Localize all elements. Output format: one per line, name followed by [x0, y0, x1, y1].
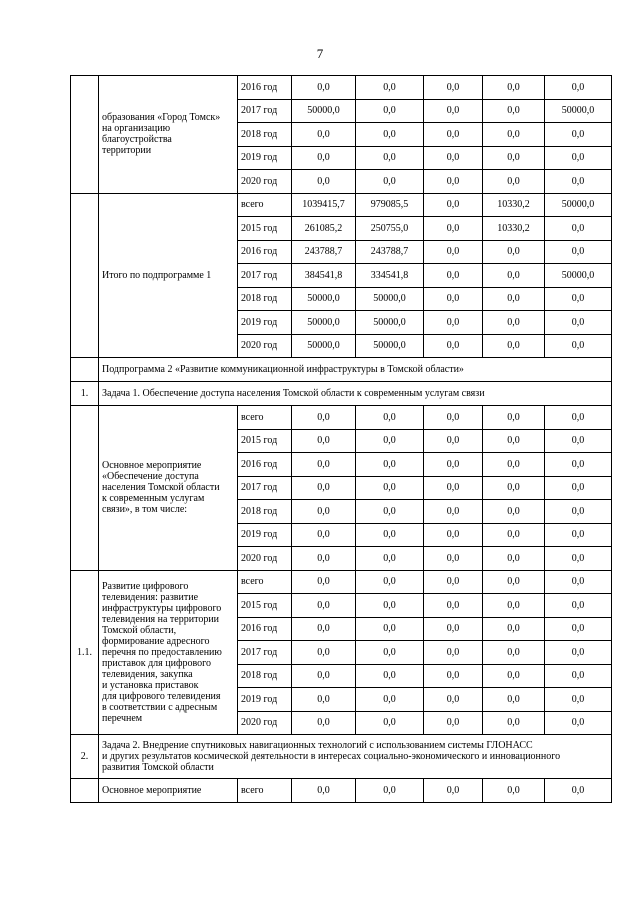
period-cell: 2016 год: [238, 453, 292, 477]
section-heading: [99, 735, 612, 779]
amount-cell: 0,0: [483, 547, 545, 571]
table-row: [71, 193, 612, 217]
row-number: [71, 358, 99, 382]
amount-cell: 0,0: [356, 406, 424, 430]
amount-cell: 0,0: [292, 641, 356, 665]
amount-cell: 50000,0: [545, 99, 612, 123]
row-number: 1.: [71, 382, 99, 406]
period-cell: 2016 год: [238, 76, 292, 100]
period-cell: всего: [238, 779, 292, 803]
amount-cell: 0,0: [424, 287, 483, 311]
amount-cell: 250755,0: [356, 217, 424, 241]
period-cell: 2019 год: [238, 523, 292, 547]
table-row: [71, 570, 612, 594]
section-heading: [99, 358, 612, 382]
amount-cell: 0,0: [545, 334, 612, 358]
period-cell: 2018 год: [238, 123, 292, 147]
amount-cell: 0,0: [483, 429, 545, 453]
section-heading-row: [71, 735, 612, 779]
amount-cell: 0,0: [292, 711, 356, 735]
amount-cell: 0,0: [424, 570, 483, 594]
amount-cell: 0,0: [483, 779, 545, 803]
amount-cell: 334541,8: [356, 264, 424, 288]
period-cell: 2016 год: [238, 240, 292, 264]
period-cell: 2017 год: [238, 641, 292, 665]
amount-cell: 10330,2: [483, 217, 545, 241]
amount-cell: 50000,0: [545, 264, 612, 288]
amount-cell: 0,0: [545, 617, 612, 641]
amount-cell: 0,0: [424, 500, 483, 524]
amount-cell: 0,0: [424, 406, 483, 430]
amount-cell: 0,0: [424, 664, 483, 688]
amount-cell: 0,0: [545, 594, 612, 618]
amount-cell: 0,0: [424, 123, 483, 147]
amount-cell: 0,0: [483, 287, 545, 311]
period-cell: всего: [238, 406, 292, 430]
page-number: 7: [316, 46, 324, 61]
period-cell: 2020 год: [238, 547, 292, 571]
amount-cell: 0,0: [483, 523, 545, 547]
section-heading-text: Задача 1. Обеспечение доступа населения Томской области к современным услугам связи: [102, 388, 485, 399]
amount-cell: 0,0: [356, 711, 424, 735]
period-cell: 2017 год: [238, 476, 292, 500]
amount-cell: 0,0: [545, 287, 612, 311]
amount-cell: 0,0: [424, 453, 483, 477]
row-number: [71, 406, 99, 571]
period-cell: 2020 год: [238, 170, 292, 194]
row-number: 1.1.: [71, 570, 99, 735]
amount-cell: 0,0: [483, 76, 545, 100]
activity-name: [99, 406, 238, 571]
amount-cell: 0,0: [545, 406, 612, 430]
amount-cell: 0,0: [292, 76, 356, 100]
amount-cell: 0,0: [356, 594, 424, 618]
amount-cell: 0,0: [483, 334, 545, 358]
amount-cell: 50000,0: [356, 334, 424, 358]
amount-cell: 0,0: [292, 453, 356, 477]
amount-cell: 0,0: [356, 641, 424, 665]
amount-cell: 0,0: [356, 500, 424, 524]
budget-table: [70, 75, 612, 803]
amount-cell: 0,0: [483, 146, 545, 170]
activity-name: [99, 779, 238, 803]
amount-cell: 50000,0: [292, 311, 356, 335]
amount-cell: 0,0: [483, 99, 545, 123]
period-cell: 2019 год: [238, 688, 292, 712]
row-number: [71, 76, 99, 194]
amount-cell: 0,0: [424, 193, 483, 217]
amount-cell: 0,0: [356, 99, 424, 123]
period-cell: 2015 год: [238, 429, 292, 453]
amount-cell: 0,0: [356, 547, 424, 571]
activity-name-text: Итого по подпрограмме 1: [102, 269, 212, 281]
row-number: [71, 779, 99, 803]
section-heading: [99, 382, 612, 406]
table-row: [71, 779, 612, 803]
amount-cell: 0,0: [424, 264, 483, 288]
amount-cell: 0,0: [545, 688, 612, 712]
amount-cell: 0,0: [424, 641, 483, 665]
amount-cell: 0,0: [545, 523, 612, 547]
period-cell: 2020 год: [238, 334, 292, 358]
amount-cell: 0,0: [356, 617, 424, 641]
amount-cell: 0,0: [356, 476, 424, 500]
section-heading-text: Задача 2. Внедрение спутниковых навигационных технологий с использованием системы ГЛОНАСС и других результатов космической деятельности в интересах социально-экономического и инновационного развития Томской области: [102, 740, 561, 773]
amount-cell: 0,0: [483, 264, 545, 288]
amount-cell: 0,0: [292, 523, 356, 547]
table-row: [71, 76, 612, 100]
row-number: 2.: [71, 735, 99, 779]
period-cell: 2018 год: [238, 664, 292, 688]
period-cell: всего: [238, 193, 292, 217]
amount-cell: 0,0: [292, 594, 356, 618]
amount-cell: 0,0: [424, 779, 483, 803]
amount-cell: 243788,7: [356, 240, 424, 264]
amount-cell: 0,0: [356, 779, 424, 803]
activity-name: [99, 76, 238, 194]
amount-cell: 0,0: [545, 664, 612, 688]
amount-cell: 0,0: [545, 123, 612, 147]
amount-cell: 0,0: [424, 334, 483, 358]
amount-cell: 261085,2: [292, 217, 356, 241]
amount-cell: 0,0: [545, 170, 612, 194]
period-cell: 2019 год: [238, 146, 292, 170]
amount-cell: 0,0: [483, 240, 545, 264]
amount-cell: 0,0: [292, 146, 356, 170]
amount-cell: 0,0: [356, 170, 424, 194]
amount-cell: 0,0: [483, 311, 545, 335]
activity-name-text: образования «Город Томск» на организацию благоустройства территории: [102, 112, 221, 157]
amount-cell: 0,0: [424, 476, 483, 500]
amount-cell: 0,0: [483, 594, 545, 618]
amount-cell: 0,0: [292, 617, 356, 641]
period-cell: 2019 год: [238, 311, 292, 335]
amount-cell: 0,0: [292, 570, 356, 594]
section-heading-text: Подпрограмма 2 «Развитие коммуникационной инфраструктуры в Томской области»: [102, 364, 464, 375]
period-cell: 2015 год: [238, 217, 292, 241]
amount-cell: 0,0: [483, 664, 545, 688]
amount-cell: 0,0: [424, 688, 483, 712]
amount-cell: 0,0: [356, 453, 424, 477]
amount-cell: 0,0: [356, 146, 424, 170]
amount-cell: 50000,0: [292, 99, 356, 123]
amount-cell: 50000,0: [356, 287, 424, 311]
amount-cell: 0,0: [483, 711, 545, 735]
amount-cell: 0,0: [292, 779, 356, 803]
table-row: [71, 406, 612, 430]
amount-cell: 0,0: [292, 688, 356, 712]
amount-cell: 0,0: [545, 476, 612, 500]
amount-cell: 0,0: [292, 664, 356, 688]
amount-cell: 0,0: [545, 240, 612, 264]
amount-cell: 243788,7: [292, 240, 356, 264]
amount-cell: 0,0: [424, 617, 483, 641]
period-cell: 2016 год: [238, 617, 292, 641]
amount-cell: 0,0: [292, 123, 356, 147]
activity-name: [99, 193, 238, 358]
amount-cell: 0,0: [424, 523, 483, 547]
amount-cell: 0,0: [483, 123, 545, 147]
period-cell: 2018 год: [238, 500, 292, 524]
section-heading-row: [71, 358, 612, 382]
amount-cell: 0,0: [483, 453, 545, 477]
amount-cell: 0,0: [545, 547, 612, 571]
amount-cell: 0,0: [483, 617, 545, 641]
amount-cell: 0,0: [356, 688, 424, 712]
amount-cell: 0,0: [292, 500, 356, 524]
amount-cell: 0,0: [545, 146, 612, 170]
period-cell: 2017 год: [238, 264, 292, 288]
amount-cell: 0,0: [424, 311, 483, 335]
amount-cell: 50000,0: [545, 193, 612, 217]
amount-cell: 0,0: [545, 711, 612, 735]
amount-cell: 0,0: [356, 123, 424, 147]
period-cell: 2017 год: [238, 99, 292, 123]
amount-cell: 0,0: [545, 779, 612, 803]
amount-cell: 0,0: [545, 641, 612, 665]
amount-cell: 0,0: [424, 76, 483, 100]
activity-name: [99, 570, 238, 735]
amount-cell: 0,0: [356, 429, 424, 453]
amount-cell: 0,0: [424, 429, 483, 453]
amount-cell: 979085,5: [356, 193, 424, 217]
amount-cell: 0,0: [356, 523, 424, 547]
period-cell: 2020 год: [238, 711, 292, 735]
amount-cell: 0,0: [483, 570, 545, 594]
amount-cell: 50000,0: [292, 287, 356, 311]
amount-cell: 0,0: [424, 170, 483, 194]
activity-name-text: Основное мероприятие: [102, 784, 202, 796]
amount-cell: 0,0: [483, 170, 545, 194]
amount-cell: 0,0: [545, 311, 612, 335]
amount-cell: 0,0: [483, 406, 545, 430]
amount-cell: 0,0: [545, 453, 612, 477]
amount-cell: 0,0: [545, 500, 612, 524]
period-cell: 2015 год: [238, 594, 292, 618]
row-number: [71, 193, 99, 358]
amount-cell: 384541,8: [292, 264, 356, 288]
amount-cell: 0,0: [545, 570, 612, 594]
amount-cell: 0,0: [424, 217, 483, 241]
amount-cell: 0,0: [545, 217, 612, 241]
amount-cell: 0,0: [545, 429, 612, 453]
period-cell: 2018 год: [238, 287, 292, 311]
section-heading-row: [71, 382, 612, 406]
amount-cell: 0,0: [356, 570, 424, 594]
amount-cell: 1039415,7: [292, 193, 356, 217]
amount-cell: 0,0: [424, 711, 483, 735]
amount-cell: 10330,2: [483, 193, 545, 217]
amount-cell: 0,0: [483, 641, 545, 665]
amount-cell: 0,0: [292, 476, 356, 500]
amount-cell: 0,0: [356, 664, 424, 688]
amount-cell: 0,0: [483, 500, 545, 524]
amount-cell: 0,0: [424, 594, 483, 618]
amount-cell: 0,0: [292, 170, 356, 194]
activity-name-text: Развитие цифрового телевидения: развитие инфраструктуры цифрового телевидения на территории Томской области, формирование адресного перечня по предоставлению приставок для цифрового телевидения, закупка и установка приставок для цифрового телевидения в соответствии с адресным перечнем: [102, 580, 222, 724]
amount-cell: 0,0: [292, 547, 356, 571]
amount-cell: 0,0: [292, 429, 356, 453]
amount-cell: 50000,0: [292, 334, 356, 358]
amount-cell: 0,0: [292, 406, 356, 430]
amount-cell: 0,0: [424, 240, 483, 264]
amount-cell: 0,0: [545, 76, 612, 100]
amount-cell: 0,0: [424, 146, 483, 170]
period-cell: всего: [238, 570, 292, 594]
amount-cell: 0,0: [424, 99, 483, 123]
amount-cell: 50000,0: [356, 311, 424, 335]
amount-cell: 0,0: [483, 688, 545, 712]
amount-cell: 0,0: [424, 547, 483, 571]
amount-cell: 0,0: [356, 76, 424, 100]
amount-cell: 0,0: [483, 476, 545, 500]
activity-name-text: Основное мероприятие «Обеспечение доступа населения Томской области к современным услугам связи», в том числе:: [102, 460, 220, 516]
